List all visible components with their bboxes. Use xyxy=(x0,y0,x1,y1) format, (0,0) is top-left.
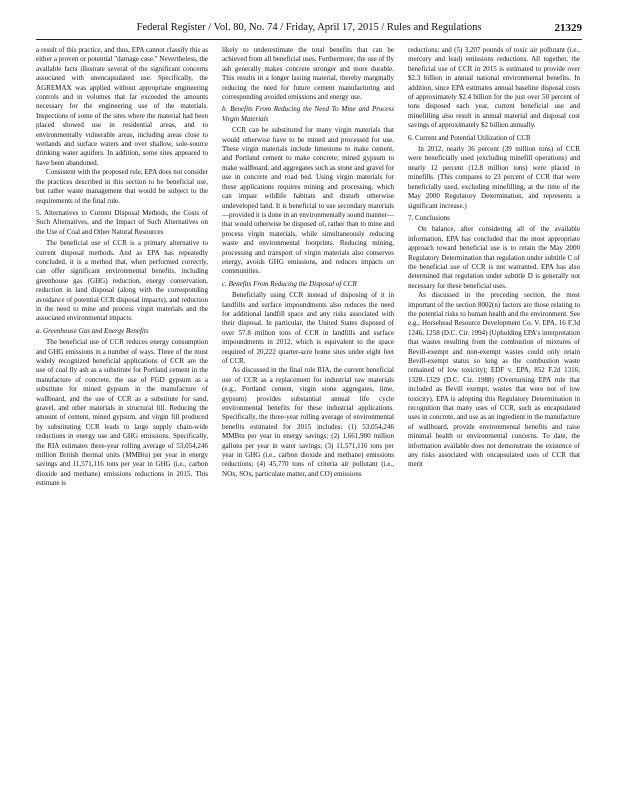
body-paragraph: As discussed in the final rule RIA, the current beneficial use of CCR as a replacement for industrial raw materials (e.g., Portland cement, virgin stone aggregates, lime, gypsum) provides substantial annual life cycle environmental benefits for these industrial applications. Specifically, the three-year rolling average of environmental benefits estimated for 2015 includes: (1) 53,054,246 MMBtu per year in energy savings; (2) 1,661,900 million gallons per year in water savings; (3) 11,571,116 tons per year in GHG (i.e., carbon dioxide and methane) emissions reductions; (4) 45,770 tons of criteria air pollutant (i.e., NOx, SOx, particulate matter, and CO) emissions xyxy=(222,366,394,478)
body-paragraph: The beneficial use of CCR reduces energy consumption and GHG emissions in a number of ways. Three of the most widely recognized beneficial applications of CCR are the use of coal fly ash as a substitute for Portland cement in the manufacture of concrete, the use of FGD gypsum as a substitute for mined gypsum in the manufacture of wallboard, and the use of CCR as a substitute for sand, gravel, and other materials in structural fill. Reducing the amount of cement, mined gypsum, and virgin fill produced by substituting CCR leads to large supply chain-wide reductions in energy use and GHG emissions. Specifically, the RIA estimates three-year rolling average of 53,054,246 million British thermal units (MMBtu) per year in energy savings and 11,571,116 tons per year in GHG (i.e., carbon dioxide and methane) emissions reductions in 2015. This estimate is xyxy=(36,338,208,488)
body-paragraph: On balance, after considering all of the available information, EPA has concluded that the most appropriate approach toward beneficial use is to retain the May 2000 Regulatory Determination that regulation under subtitle C of the beneficial use of CCR is not warranted. EPA has also determined that regulation under subtitle D is generally not necessary for these beneficial uses. xyxy=(408,225,580,290)
section-heading: 7. Conclusions xyxy=(408,213,450,222)
body-paragraph: CCR can be substituted for many virgin materials that would otherwise have to be mined and processed for use. These virgin materials include limestone to make cement, and Portland cement to make concrete; mined gypsum to make wallboard, and aggregates such as stone and gravel for use in concrete and road bed. Using virgin materials for these applications requires mining and processing, which can impair wildlife habitats and disturb otherwise undeveloped land. It is beneficial to use secondary materials—provided it is done in an environmentally sound manner—that would otherwise be disposed of, rather than to mine and process virgin materials, while simultaneously reducing waste and environmental footprints. Reducing mining, processing and transport of virgin materials also conserves energy, avoids GHG emissions, and reduces impacts on communities. xyxy=(222,126,394,276)
header-rule xyxy=(36,39,582,40)
running-head: Federal Register / Vol. 80, No. 74 / Friday, April 17, 2015 / Rules and Regulations xyxy=(136,22,482,33)
text-column-3 xyxy=(408,46,580,790)
page-number: 21329 xyxy=(554,22,582,34)
subsection-heading: a. Greenhouse Gas and Energy Benefits xyxy=(36,326,149,335)
body-paragraph: reductions; and (5) 3,207 pounds of toxic air pollutant (i.e., mercury and lead) emissions reductions. All together, the beneficial use of CCR in 2015 is estimated to provide over $2.3 billion in annual national environmental benefits. In addition, since EPA estimates annual baseline disposal costs of approximately $2.4 billion for the just over 50 percent of tons disposed each year, current beneficial use and minefilling also result in annual material and disposal cost savings of approximately $2 billion annually. xyxy=(408,46,580,130)
body-paragraph: The beneficial use of CCR is a primary alternative to current disposal methods. And as EPA has repeatedly concluded, it is a method that, when performed correctly, can offer significant environmental benefits, including greenhouse gas (GHG) reduction, energy conservation, reduction in land disposal (along with the corresponding avoidance of potential CCR disposal impacts), and reduction in the need to mine and process virgin materials and the associated environmental impacts. xyxy=(36,239,208,323)
text-column-1 xyxy=(36,46,208,790)
body-paragraph: As discussed in the preceding section, the most important of the section 8002(n) factors are those relating to the potential risks to human health and the environment. See e.g., Horsehead Resource Development Co. V. EPA, 16 F.3d 1246, 1258 (D.C. Cir. 1994) (Upholding EPA's interpretation that wastes resulting from the combustion of mixtures of Bevill-exempt and non-exempt wastes could only retain Bevill-exempt status so long as the combustion waste remained of low toxicity); EDF v. EPA, 852 F.2d 1316, 1328–1329 (D.C. Cir. 1988) (Overturning EPA rule that included as Bevill exempt, wastes that were not of low toxicity). EPA is adopting this Regulatory Determination in recognition that many uses of CCR, such as encapsulated uses in concrete, and use as an ingredient in the manufacture of wallboard, provide environmental benefits and raise minimal health or environmental concerns. To date, the information available does not demonstrate the existence of any risks associated with encapsulated uses of CCR that merit xyxy=(408,291,580,469)
body-paragraph: In 2012, nearly 36 percent (39 million tons) of CCR were beneficially used (excluding minefill operations) and nearly 12 percent (12.8 million tons) were placed in minefills. (This compares to 23 percent of CCR that were beneficially used, excluding minefilling, at the time of the May 2000 Regulatory Determination, and represents a significant increase.) xyxy=(408,145,580,210)
body-paragraph: Consistent with the proposed rule, EPA does not consider the practices described in this section to be beneficial use, but rather waste management that would be subject to the requirements of the final rule. xyxy=(36,168,208,205)
section-heading: 6. Current and Potential Utilization of CCR xyxy=(408,133,531,142)
body-paragraph: a result of this practice, and thus, EPA cannot classify this as either a proven or potential "damage case." Nevertheless, the available facts illustrate several of the significant concerns associated with unencapsulated use. Specifically, the AGREMAX was applied without appropriate engineering controls and in volumes that far exceeded the amounts necessary for the engineering use of the materials. Inspections of some of the sites where the material had been placed showed use in residential areas, and to environmentally vulnerable areas, including areas close to wetlands and surface waters and over shallow, sole-source drinking water aquifers. In addition, some sites appeared to have been abandoned. xyxy=(36,46,208,167)
subsection-heading: b. Benefits From Reducing the Need To Mine and Process Virgin Materials xyxy=(222,105,394,123)
page-header xyxy=(36,20,582,36)
subsection-heading: c. Benefits From Reducing the Disposal of CCR xyxy=(222,279,357,288)
body-paragraph: Beneficially using CCR instead of disposing of it in landfills and surface impoundments also reduces the need for additional landfill space and any risks associated with their disposal. In particular, the United States disposed of over 57.8 million tons of CCR in landfills and surface impoundments in 2012, which is equivalent to the space required of 20,222 quarter-acre home sites under eight feet of CCR. xyxy=(222,291,394,365)
body-paragraph: likely to underestimate the total benefits that can be achieved from all beneficial uses. Furthermore, the use of fly ash generally makes concrete stronger and more durable. This results in a longer lasting material, thereby marginally reducing the need for future cement manufacturing and corresponding avoided emissions and energy use. xyxy=(222,46,394,102)
section-heading: 5. Alternatives to Current Disposal Methods, the Costs of Such Alternatives, and the Impact of Such Alternatives on the Use of Coal and Other Natural Resources xyxy=(36,208,208,236)
text-column-2 xyxy=(222,46,394,790)
